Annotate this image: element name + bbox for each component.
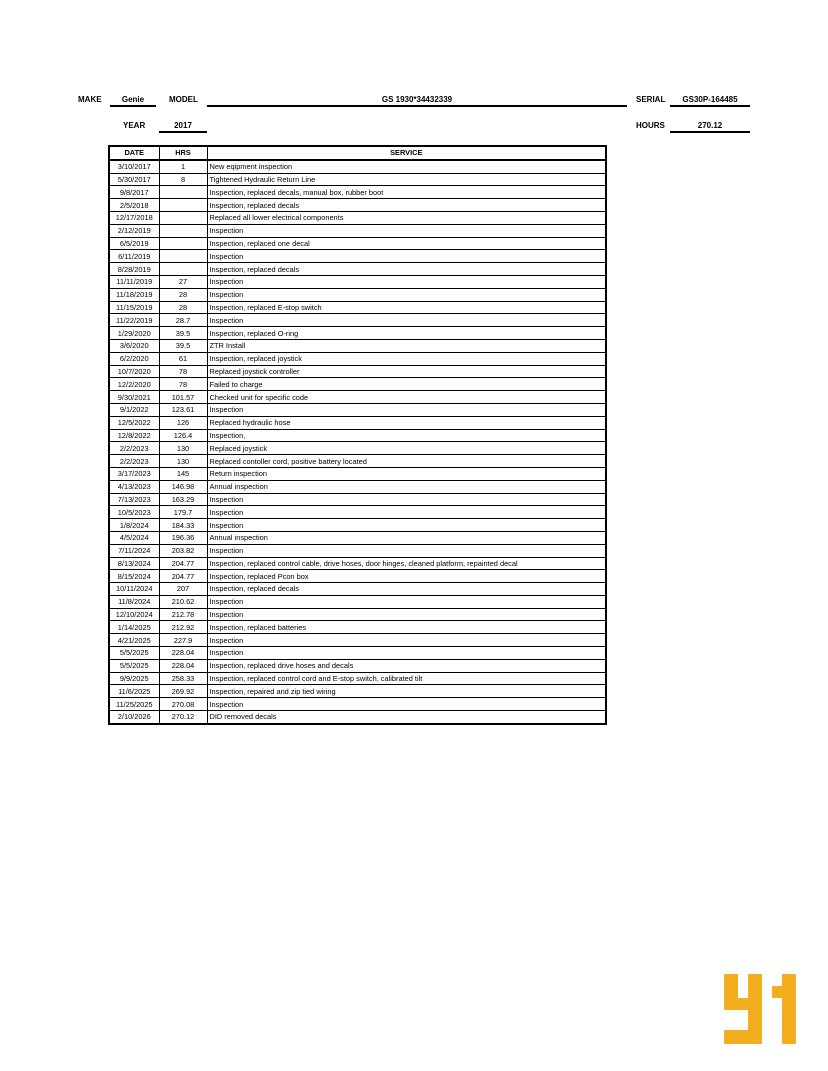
table-row	[109, 531, 606, 544]
service-cell: Return inspection	[207, 467, 606, 480]
table-header-row	[109, 146, 606, 160]
table-row	[109, 391, 606, 404]
service-cell: New eqipment inspection	[207, 160, 606, 173]
date-cell: 5/5/2025	[109, 659, 159, 672]
date-cell: 11/15/2019	[109, 301, 159, 314]
date-cell: 12/5/2022	[109, 416, 159, 429]
table-row	[109, 301, 606, 314]
table-row	[109, 416, 606, 429]
service-cell: Inspection, replaced decals, manual box, rubber boot	[207, 186, 606, 199]
service-cell: Inspection	[207, 224, 606, 237]
hrs-cell: 196.36	[159, 531, 207, 544]
date-cell: 2/5/2018	[109, 199, 159, 212]
date-cell: 12/17/2018	[109, 211, 159, 224]
table-row	[109, 711, 606, 724]
service-cell: DID removed decals	[207, 711, 606, 724]
hrs-cell	[159, 224, 207, 237]
table-row	[109, 493, 606, 506]
hrs-cell: 227.9	[159, 634, 207, 647]
table-row	[109, 659, 606, 672]
service-cell: Inspection, replaced decals	[207, 263, 606, 276]
service-cell: Inspection, replaced control cable, drive hoses, door hinges, cleaned platform, repainted decal	[207, 557, 606, 570]
date-cell: 10/7/2020	[109, 365, 159, 378]
date-cell: 6/2/2020	[109, 352, 159, 365]
hrs-cell: 123.61	[159, 403, 207, 416]
hrs-cell: 130	[159, 442, 207, 455]
service-cell: Replaced hydraulic hose	[207, 416, 606, 429]
service-cell: Inspection	[207, 314, 606, 327]
service-cell: Inspection,	[207, 429, 606, 442]
table-row	[109, 698, 606, 711]
table-row	[109, 352, 606, 365]
service-cell: Inspection	[207, 250, 606, 263]
hrs-cell: 39.5	[159, 327, 207, 340]
date-cell: 9/1/2022	[109, 403, 159, 416]
hrs-cell: 212.78	[159, 608, 207, 621]
table-row	[109, 199, 606, 212]
service-cell: Inspection, replaced Pcon box	[207, 570, 606, 583]
hrs-cell: 163.29	[159, 493, 207, 506]
table-row	[109, 480, 606, 493]
hrs-cell: 228.04	[159, 659, 207, 672]
hrs-cell: 101.57	[159, 391, 207, 404]
hrs-cell: 203.82	[159, 544, 207, 557]
service-header: SERVICE	[207, 146, 606, 160]
hrs-cell: 184.33	[159, 519, 207, 532]
hrs-cell: 61	[159, 352, 207, 365]
service-cell: Replaced joystick controller	[207, 365, 606, 378]
date-cell: 11/22/2019	[109, 314, 159, 327]
service-cell: Inspection, replaced E-stop switch	[207, 301, 606, 314]
hrs-cell: 27	[159, 275, 207, 288]
date-cell: 4/21/2025	[109, 634, 159, 647]
hrs-cell	[159, 211, 207, 224]
service-cell: Inspection	[207, 595, 606, 608]
service-cell: Inspection	[207, 403, 606, 416]
service-cell: Inspection	[207, 608, 606, 621]
table-row	[109, 275, 606, 288]
date-cell: 3/17/2023	[109, 467, 159, 480]
hrs-cell: 210.62	[159, 595, 207, 608]
hrs-cell: 130	[159, 455, 207, 468]
hrs-cell: 126	[159, 416, 207, 429]
hrs-cell: 126.4	[159, 429, 207, 442]
table-row	[109, 519, 606, 532]
table-row	[109, 621, 606, 634]
service-cell: Inspection, repaired and zip tied wiring	[207, 685, 606, 698]
table-row	[109, 685, 606, 698]
date-cell: 1/29/2020	[109, 327, 159, 340]
service-cell: Inspection	[207, 275, 606, 288]
date-cell: 10/5/2023	[109, 506, 159, 519]
table-row	[109, 327, 606, 340]
service-cell: Checked unit for specific code	[207, 391, 606, 404]
date-cell: 7/11/2024	[109, 544, 159, 557]
service-cell: Failed to charge	[207, 378, 606, 391]
hrs-cell: 28	[159, 301, 207, 314]
hrs-cell: 179.7	[159, 506, 207, 519]
year-value: 2017	[159, 121, 207, 133]
serial-value: GS30P-164485	[670, 95, 750, 107]
date-cell: 11/6/2025	[109, 685, 159, 698]
date-cell: 3/10/2017	[109, 160, 159, 173]
hrs-cell	[159, 250, 207, 263]
table-row	[109, 429, 606, 442]
date-cell: 2/10/2026	[109, 711, 159, 724]
service-cell: Inspection, replaced O-ring	[207, 327, 606, 340]
table-row	[109, 263, 606, 276]
hrs-cell: 1	[159, 160, 207, 173]
table-body	[109, 160, 606, 724]
hrs-cell	[159, 237, 207, 250]
date-header: DATE	[109, 146, 159, 160]
hrs-cell: 78	[159, 365, 207, 378]
table-row	[109, 647, 606, 660]
hours-value: 270.12	[670, 121, 750, 133]
table-row	[109, 186, 606, 199]
date-cell: 4/13/2023	[109, 480, 159, 493]
date-cell: 1/14/2025	[109, 621, 159, 634]
date-cell: 9/8/2017	[109, 186, 159, 199]
hrs-cell: 270.08	[159, 698, 207, 711]
service-cell: Inspection	[207, 647, 606, 660]
date-cell: 11/25/2025	[109, 698, 159, 711]
hrs-header: HRS	[159, 146, 207, 160]
service-cell: Inspection	[207, 493, 606, 506]
service-cell: Inspection, replaced drive hoses and decals	[207, 659, 606, 672]
service-cell: Inspection, replaced decals	[207, 199, 606, 212]
date-cell: 2/2/2023	[109, 455, 159, 468]
hrs-cell: 258.33	[159, 672, 207, 685]
service-cell: Annual inspection	[207, 531, 606, 544]
hrs-cell: 207	[159, 583, 207, 596]
date-cell: 8/13/2024	[109, 557, 159, 570]
hrs-cell: 78	[159, 378, 207, 391]
table-row	[109, 250, 606, 263]
date-cell: 7/13/2023	[109, 493, 159, 506]
service-cell: Inspection	[207, 634, 606, 647]
hrs-cell: 146.98	[159, 480, 207, 493]
service-cell: Tightened Hydraulic Return Line	[207, 173, 606, 186]
date-cell: 6/11/2019	[109, 250, 159, 263]
hrs-cell	[159, 199, 207, 212]
table-row	[109, 608, 606, 621]
hrs-cell: 228.04	[159, 647, 207, 660]
hrs-cell: 212.92	[159, 621, 207, 634]
hrs-cell: 204.77	[159, 557, 207, 570]
date-cell: 5/30/2017	[109, 173, 159, 186]
service-cell: Replaced joystick	[207, 442, 606, 455]
table-row	[109, 288, 606, 301]
table-row	[109, 339, 606, 352]
hrs-cell	[159, 186, 207, 199]
date-cell: 11/8/2024	[109, 595, 159, 608]
date-cell: 8/15/2024	[109, 570, 159, 583]
hrs-cell: 270.12	[159, 711, 207, 724]
table-row	[109, 583, 606, 596]
table-row	[109, 237, 606, 250]
date-cell: 11/18/2019	[109, 288, 159, 301]
table-row	[109, 173, 606, 186]
table-row	[109, 211, 606, 224]
model-value: GS 1930*34432339	[207, 95, 627, 107]
table-row	[109, 224, 606, 237]
date-cell: 11/11/2019	[109, 275, 159, 288]
service-cell: Inspection	[207, 544, 606, 557]
hrs-cell: 204.77	[159, 570, 207, 583]
table-row	[109, 672, 606, 685]
table-row	[109, 467, 606, 480]
service-cell: Inspection	[207, 506, 606, 519]
date-cell: 9/9/2025	[109, 672, 159, 685]
service-cell: Replaced contoller cord, positive battery located	[207, 455, 606, 468]
service-cell: Inspection, replaced batteries	[207, 621, 606, 634]
service-cell: Inspection	[207, 519, 606, 532]
hrs-cell: 145	[159, 467, 207, 480]
date-cell: 1/8/2024	[109, 519, 159, 532]
service-cell: Inspection	[207, 288, 606, 301]
date-cell: 12/2/2020	[109, 378, 159, 391]
hrs-cell: 39.5	[159, 339, 207, 352]
service-cell: Inspection, replaced decals	[207, 583, 606, 596]
table-row	[109, 403, 606, 416]
company-logo-icon	[722, 972, 810, 1046]
date-cell: 8/28/2019	[109, 263, 159, 276]
model-label: MODEL	[169, 95, 198, 104]
date-cell: 4/5/2024	[109, 531, 159, 544]
table-row	[109, 634, 606, 647]
service-cell: Inspection, replaced control cord and E-stop switch, calibrated tilt	[207, 672, 606, 685]
date-cell: 5/5/2025	[109, 647, 159, 660]
table-row	[109, 557, 606, 570]
date-cell: 2/2/2023	[109, 442, 159, 455]
table-row	[109, 365, 606, 378]
table-row	[109, 544, 606, 557]
make-label: MAKE	[78, 95, 102, 104]
hrs-cell: 8	[159, 173, 207, 186]
make-value: Genie	[110, 95, 156, 107]
service-cell: Inspection, replaced joystick	[207, 352, 606, 365]
table-row	[109, 595, 606, 608]
table-row	[109, 570, 606, 583]
hours-label: HOURS	[636, 121, 665, 130]
service-cell: Replaced all lower electrical components	[207, 211, 606, 224]
table-row	[109, 160, 606, 173]
date-cell: 12/8/2022	[109, 429, 159, 442]
date-cell: 9/30/2021	[109, 391, 159, 404]
hrs-cell: 269.92	[159, 685, 207, 698]
table-row	[109, 314, 606, 327]
hrs-cell: 28	[159, 288, 207, 301]
date-cell: 6/5/2019	[109, 237, 159, 250]
table-row	[109, 455, 606, 468]
year-label: YEAR	[123, 121, 146, 130]
table-row	[109, 378, 606, 391]
date-cell: 3/6/2020	[109, 339, 159, 352]
service-table	[108, 145, 607, 725]
service-cell: Inspection, replaced one decal	[207, 237, 606, 250]
table-row	[109, 442, 606, 455]
service-cell: ZTR Install	[207, 339, 606, 352]
service-cell: Annual inspection	[207, 480, 606, 493]
hrs-cell	[159, 263, 207, 276]
serial-label: SERIAL	[636, 95, 666, 104]
date-cell: 12/10/2024	[109, 608, 159, 621]
table-row	[109, 506, 606, 519]
hrs-cell: 28.7	[159, 314, 207, 327]
date-cell: 2/12/2019	[109, 224, 159, 237]
date-cell: 10/11/2024	[109, 583, 159, 596]
service-cell: Inspection	[207, 698, 606, 711]
